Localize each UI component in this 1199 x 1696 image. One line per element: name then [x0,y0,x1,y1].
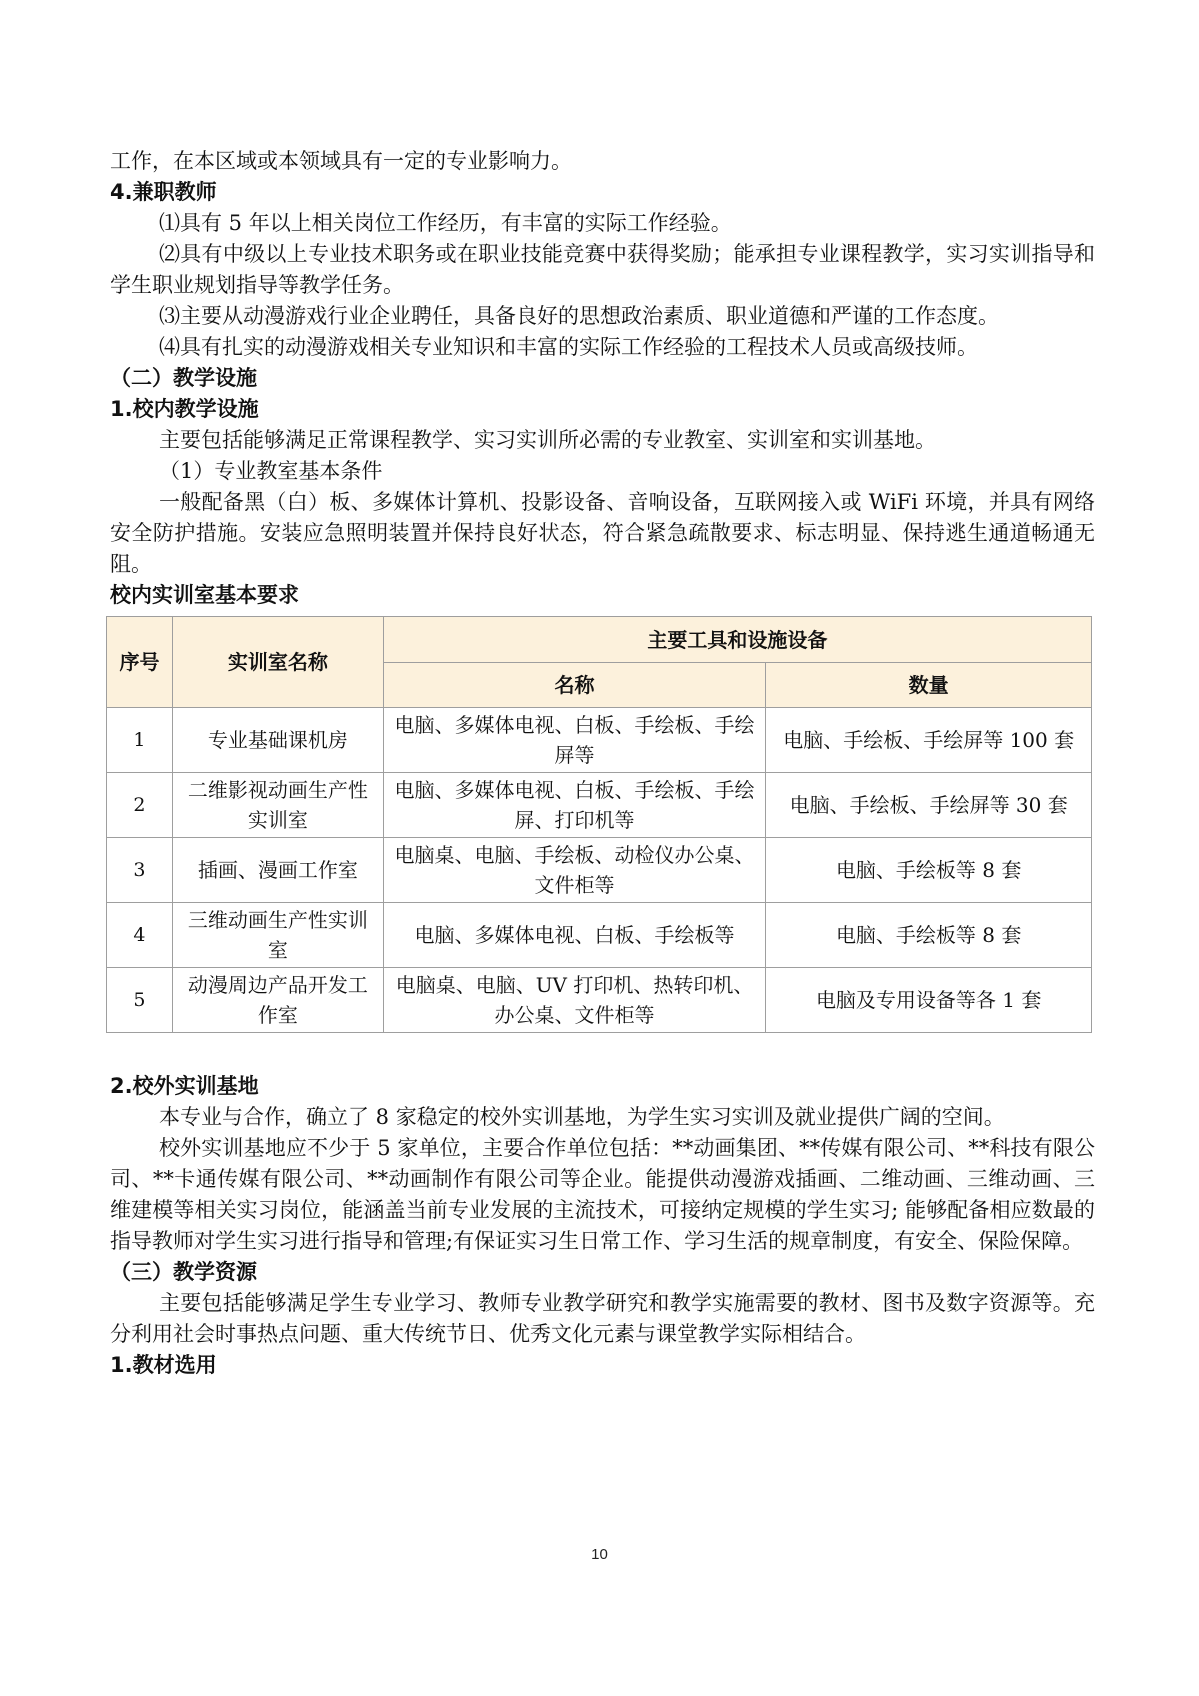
page-number: 10 [591,1546,608,1563]
heading-teaching-facilities: （二）教学设施 [110,366,257,390]
paragraph: 工作，在本区域或本领域具有一定的专业影响力。 [110,149,572,173]
cell-room: 二维影视动画生产性实训室 [172,773,383,838]
paragraph: ⑶主要从动漫游戏行业企业聘任，具备良好的思想政治素质、职业道德和严谨的工作态度。 [159,304,999,328]
cell-room: 专业基础课机房 [172,708,383,773]
table-row [107,773,1092,838]
heading-off-campus-bases: 2.校外实训基地 [110,1074,259,1098]
table-title: 校内实训室基本要求 [110,583,299,607]
cell-room: 插画、漫画工作室 [172,838,383,903]
paragraph: 主要包括能够满足学生专业学习、教师专业教学研究和教学实施需要的教材、图书及数字资源等。充分利用社会时事热点问题、重大传统节日、优秀文化元素与课堂教学实际相结合。 [110,1291,1095,1346]
cell-equipment: 电脑、多媒体电视、白板、手绘板、手绘屏、打印机等 [383,773,766,838]
cell-equipment: 电脑、多媒体电视、白板、手绘板等 [383,903,766,968]
page-content [110,146,1095,1381]
header-quantity: 数量 [766,663,1092,708]
cell-quantity: 电脑、手绘板、手绘屏等 100 套 [766,708,1092,773]
paragraph: 主要包括能够满足正常课程教学、实习实训所必需的专业教室、实训室和实训基地。 [159,428,936,452]
paragraph: ⑵具有中级以上专业技术职务或在职业技能竞赛中获得奖励；能承担专业课程教学，实习实训指导和学生职业规划指导等教学任务。 [110,242,1095,297]
paragraph: （1）专业教室基本条件 [159,459,383,483]
cell-no: 3 [107,838,173,903]
table-row [107,838,1092,903]
paragraph: ⑴具有 5 年以上相关岗位工作经历，有丰富的实际工作经验。 [159,211,732,235]
cell-quantity: 电脑、手绘板等 8 套 [766,838,1092,903]
header-equipment: 主要工具和设施设备 [383,617,1091,663]
paragraph: ⑷具有扎实的动漫游戏相关专业知识和丰富的实际工作经验的工程技术人员或高级技师。 [159,335,978,359]
table-row [107,903,1092,968]
paragraph: 校外实训基地应不少于 5 家单位，主要合作单位包括：**动画集团、**传媒有限公司、**科技有限公司、**卡通传媒有限公司、**动画制作有限公司等企业。能提供动漫游戏插画、二维动画、三维动画、三维建模等相关实习岗位，能涵盖当前专业发展的主流技术，可接纳定规模的学生实习; 能够配备相应数最的指导教师对学生实习进行指导和管理;有保证实习生日常工作、学习生活的规章制度，有安全、保险保障。 [110,1136,1095,1253]
cell-quantity: 电脑、手绘板、手绘屏等 30 套 [766,773,1092,838]
cell-room: 三维动画生产性实训室 [172,903,383,968]
table-row [107,708,1092,773]
header-equipment-name: 名称 [383,663,766,708]
cell-room: 动漫周边产品开发工作室 [172,968,383,1033]
cell-quantity: 电脑、手绘板等 8 套 [766,903,1092,968]
paragraph: 本专业与合作，确立了 8 家稳定的校外实训基地，为学生实习实训及就业提供广阔的空间。 [159,1105,1005,1129]
heading-part-time-teachers: 4.兼职教师 [110,180,217,204]
cell-equipment: 电脑、多媒体电视、白板、手绘板、手绘屏等 [383,708,766,773]
training-rooms-table [106,616,1092,1033]
paragraph: 一般配备黑（白）板、多媒体计算机、投影设备、音响设备，互联网接入或 WiFi 环境，并具有网络安全防护措施。安装应急照明装置并保持良好状态，符合紧急疏散要求、标志明显、保持逃生通道畅通无阻。 [110,490,1095,576]
cell-no: 1 [107,708,173,773]
heading-textbook-selection: 1.教材选用 [110,1353,217,1377]
cell-quantity: 电脑及专用设备等各 1 套 [766,968,1092,1033]
header-room-name: 实训室名称 [172,617,383,708]
cell-equipment: 电脑桌、电脑、手绘板、动检仪办公桌、文件柜等 [383,838,766,903]
heading-on-campus-facilities: 1.校内教学设施 [110,397,259,421]
table-row [107,968,1092,1033]
cell-no: 4 [107,903,173,968]
cell-no: 5 [107,968,173,1033]
cell-equipment: 电脑桌、电脑、UV 打印机、热转印机、办公桌、文件柜等 [383,968,766,1033]
header-no: 序号 [107,617,173,708]
spacer [110,1033,1095,1071]
cell-no: 2 [107,773,173,838]
heading-teaching-resources: （三）教学资源 [110,1260,257,1284]
